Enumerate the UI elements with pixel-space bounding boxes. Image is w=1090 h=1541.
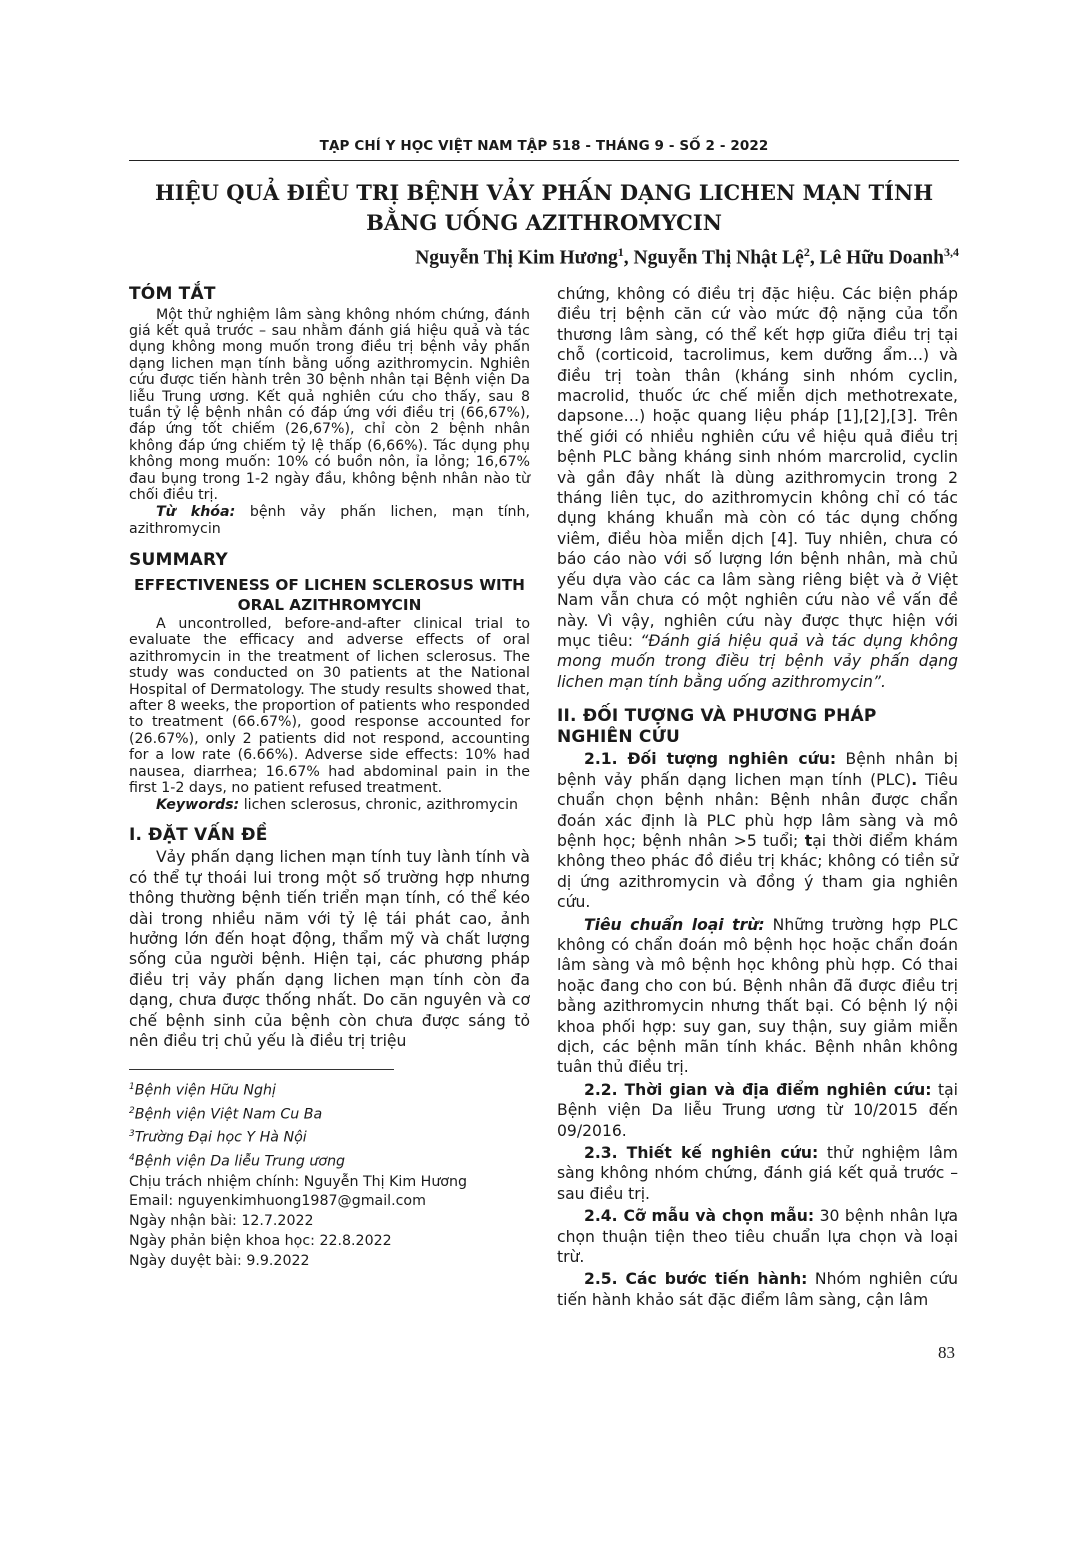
study-objective: “Đánh giá hiệu quả và tác dụng không mong muốn trong điều trị bệnh vảy phấn dạng lichen mạn tính bằng uống azithromycin”. <box>557 631 958 691</box>
footnote-2-text: Bệnh viện Việt Nam Cu Ba <box>134 1106 323 1123</box>
right-column <box>557 284 958 1310</box>
abstract-text-vi: Một thử nghiệm lâm sàng không nhóm chứng, đánh giá kết quả trước – sau nhằm đánh giá hiệu quả và tác dụng không mong muốn trong điều trị bệnh vảy phấn dạng lichen mạn tính bằng uống azithromycin. Nghiên cứu được tiến hành trên 30 bệnh nhân tại Bệnh viện Da liễu Trung ương. Kết quả nghiên cứu cho thấy, sau 8 tuần tỷ lệ bệnh nhân có đáp ứng với điều trị (66,67%), đáp ứng tốt chiếm (26,67%), chỉ còn 2 bệnh nhân không đáp ứng chiếm tỷ lệ thấp (6,66%). Tác dụng phụ không mong muốn: 10% có buồn nôn, ỉa lỏng; 16,67% đau bụng trong 1-2 ngày đầu, không bệnh nhân nào từ chối điều trị. <box>129 306 530 504</box>
keywords-text-en: lichen sclerosus, chronic, azithromycin <box>239 797 519 814</box>
author-separator: , <box>623 247 634 269</box>
exclusion-criteria-label: Tiêu chuẩn loại trừ: <box>584 915 765 934</box>
header-divider <box>129 160 959 161</box>
section-2-4 <box>557 1206 958 1267</box>
author-3: Lê Hữu Doanh <box>819 247 944 269</box>
section-2-1-dot: . <box>911 770 918 789</box>
summary-text: A uncontrolled, before-and-after clinical trial to evaluate the efficacy and adverse effects of oral azithromycin in the treatment of lichen sclerosus. The study was conducted on 30 patients at the National Hospital of Dermatology. The study results showed that, after 8 weeks, the proportion of patients who responded to treatment (66.67%), good response accounted for (26.67%), only 2 patients did not respond, accounting for a low rate (6.66%). Adverse side effects: 10% had nausea, diarrhea; 16.67% had abdominal pain in the first 1-2 days, no patient refused treatment. <box>129 615 530 796</box>
section-2-2-label: 2.2. Thời gian và địa điểm nghiên cứu: <box>584 1080 932 1099</box>
section-2-5-text: Nhóm nghiên cứu tiến hành khảo sát đặc điểm lâm sàng, cận lâm <box>557 1270 958 1309</box>
methods-heading: II. ĐỐI TƯỢNG VÀ PHƯƠNG PHÁP NGHIÊN CỨU <box>557 706 877 747</box>
page-number: 83 <box>938 1343 955 1362</box>
article-title <box>129 178 959 238</box>
footnote-4 <box>129 1149 530 1173</box>
author-3-affiliation: 3,4 <box>944 245 959 259</box>
section-2-1 <box>557 749 958 912</box>
section-2-3 <box>557 1143 958 1204</box>
footnotes <box>129 1078 530 1271</box>
date-reviewed: Ngày phản biện khoa học: 22.8.2022 <box>129 1232 392 1249</box>
exclusion-criteria <box>557 915 958 1078</box>
abstract-heading-vi: TÓM TẮT <box>129 284 216 304</box>
section-2-1-text-b: Tiêu chuẩn chọn bệnh nhân: Bệnh nhân được chẩn đoán xác định là PLC phù hợp lâm sàng và mô bệnh học; bệnh nhân >5 tuổi; <box>557 770 958 850</box>
footnote-1 <box>129 1078 530 1102</box>
footnote-1-marker: 1 <box>129 1082 135 1093</box>
summary-heading: SUMMARY <box>129 550 228 571</box>
keywords-label-vi: Từ khóa: <box>156 504 236 521</box>
section-2-1-bold-t: t <box>804 831 813 850</box>
author-2: Nguyễn Thị Nhật Lệ <box>633 247 804 269</box>
exclusion-criteria-text: Những trường hợp PLC không có chẩn đoán mô bệnh học hoặc chẩn đoán lâm sàng và mô bệnh học không phù hợp. Có thai hoặc đang cho con bú. Bệnh nhân đã được điều trị bằng azithromycin nhưng thất bại. Có bệnh lý nội khoa phối hợp: suy gan, suy thận, suy giảm miễn dịch, các bệnh mãn tính khác. Bệnh nhân không tuân thủ điều trị. <box>557 915 958 1077</box>
keywords-text-vi: bệnh vảy phấn lichen, mạn tính, azithromycin <box>129 504 531 537</box>
section-2-2 <box>557 1080 958 1141</box>
section-2-5-label: 2.5. Các bước tiến hành: <box>584 1270 808 1289</box>
summary-title: EFFECTIVENESS OF LICHEN SCLEROSUS WITH ORAL AZITHROMYCIN <box>134 575 525 614</box>
date-received: Ngày nhận bài: 12.7.2022 <box>129 1213 314 1230</box>
author-1: Nguyễn Thị Kim Hương <box>415 247 618 269</box>
footnote-1-text: Bệnh viện Hữu Nghị <box>134 1083 276 1100</box>
section-2-1-text-c: ại thời điểm khám không theo phác đồ điều trị khác; không có tiền sử dị ứng azithromycin và đồng ý tham gia nghiên cứu. <box>557 831 959 912</box>
intro-paragraph-1-continued <box>557 284 958 692</box>
footnote-3-marker: 3 <box>129 1129 135 1140</box>
section-2-1-label: 2.1. Đối tượng nghiên cứu: <box>584 750 837 769</box>
title-line-1: HIỆU QUẢ ĐIỀU TRỊ BỆNH VẢY PHẤN DẠNG LICHEN MẠN TÍNH <box>154 180 934 205</box>
title-line-2: BẰNG UỐNG AZITHROMYCIN <box>366 210 722 235</box>
author-list <box>129 245 959 270</box>
footnote-3 <box>129 1125 530 1149</box>
left-column <box>129 284 530 1272</box>
intro-heading: I. ĐẶT VẤN ĐỀ <box>129 824 268 845</box>
section-2-2-text: tại Bệnh viện Da liễu Trung ương từ 10/2015 đến 09/2016. <box>557 1080 958 1140</box>
section-2-3-label: 2.3. Thiết kế nghiên cứu: <box>584 1144 819 1163</box>
footnote-4-marker: 4 <box>129 1153 135 1163</box>
footnote-3-text: Trường Đại học Y Hà Nội <box>134 1130 307 1147</box>
section-2-5 <box>557 1269 958 1310</box>
keywords-label-en: Keywords: <box>156 797 240 814</box>
footnote-2-marker: 2 <box>129 1105 135 1116</box>
section-2-3-text: thử nghiệm lâm sàng không nhóm chứng, đánh giá kết quả trước – sau điều trị. <box>557 1144 958 1203</box>
footnote-4-text: Bệnh viện Da liễu Trung ương <box>134 1153 346 1170</box>
keywords-vi <box>129 504 530 537</box>
section-2-4-text: 30 bệnh nhân lựa chọn thuận tiện theo tiêu chuẩn lựa chọn và loại trừ. <box>557 1207 959 1267</box>
footnote-2 <box>129 1102 530 1126</box>
journal-header: TẠP CHÍ Y HỌC VIỆT NAM TẬP 518 - THÁNG 9 - SỐ 2 - 2022 <box>319 138 769 154</box>
section-2-1-text-a: Bệnh nhân bị bệnh vảy phấn dạng lichen mạn tính (PLC) <box>557 750 958 789</box>
contact-email: Email: nguyenkimhuong1987@gmail.com <box>129 1193 426 1210</box>
responsible-author: Chịu trách nhiệm chính: Nguyễn Thị Kim Hương <box>129 1173 467 1190</box>
author-separator: , <box>809 247 820 269</box>
author-2-affiliation: 2 <box>803 245 810 259</box>
intro-paragraph-1: Vảy phấn dạng lichen mạn tính tuy lành tính và có thể tự thoái lui trong một số trường hợp nhưng thông thường bệnh tiến triển mạn tính, có thể kéo dài trong nhiều năm với tỷ lệ tái phát cao, ảnh hưởng lớn đến hoạt động, thẩm mỹ và chất lượng sống của người bệnh. Hiện tại, các phương pháp điều trị vảy phấn dạng lichen mạn tính còn đa dạng, chưa được thống nhất. Do căn nguyên và cơ chế bệnh sinh của bệnh còn chưa được sáng tỏ nên điều trị chủ yếu là điều trị triệu <box>129 848 530 1050</box>
date-accepted: Ngày duyệt bài: 9.9.2022 <box>129 1252 310 1269</box>
section-2-4-label: 2.4. Cỡ mẫu và chọn mẫu: <box>584 1207 815 1226</box>
keywords-en <box>129 797 530 813</box>
footnote-divider <box>129 1069 394 1070</box>
intro-continued-text: chứng, không có điều trị đặc hiệu. Các biện pháp điều trị bệnh căn cứ vào mức độ nặng của tổn thương lâm sàng, có thể kết hợp giữa điều trị tại chỗ (corticoid, tacrolimus, kem dưỡng ẩm…) và điều trị toàn thân (kháng sinh nhóm cyclin, macrolid, thuốc ức chế miễn dịch methotrexate, dapsone…) hoặc quang liệu pháp [1],[2],[3]. Trên thế giới có nhiều nghiên cứu về hiệu quả điều trị bệnh PLC bằng kháng sinh nhóm marcrolid, cyclin và gần đây nhất là dùng azithromycin trong 2 tháng liên tục, do azithromycin không chỉ có tác dụng kháng khuẩn mà còn có tác dụng chống viêm, điều hòa miễn dịch [4]. Tuy nhiên, chưa có báo cáo nào với số lượng lớn bệnh nhân, mà chủ yếu dựa vào các ca lâm sàng riêng biệt và ở Việt Nam vẫn chưa có một nghiên cứu nào về vấn đề này. Vì vậy, nghiên cứu này được thực hiện với mục tiêu: <box>557 285 958 650</box>
author-1-affiliation: 1 <box>617 245 624 259</box>
